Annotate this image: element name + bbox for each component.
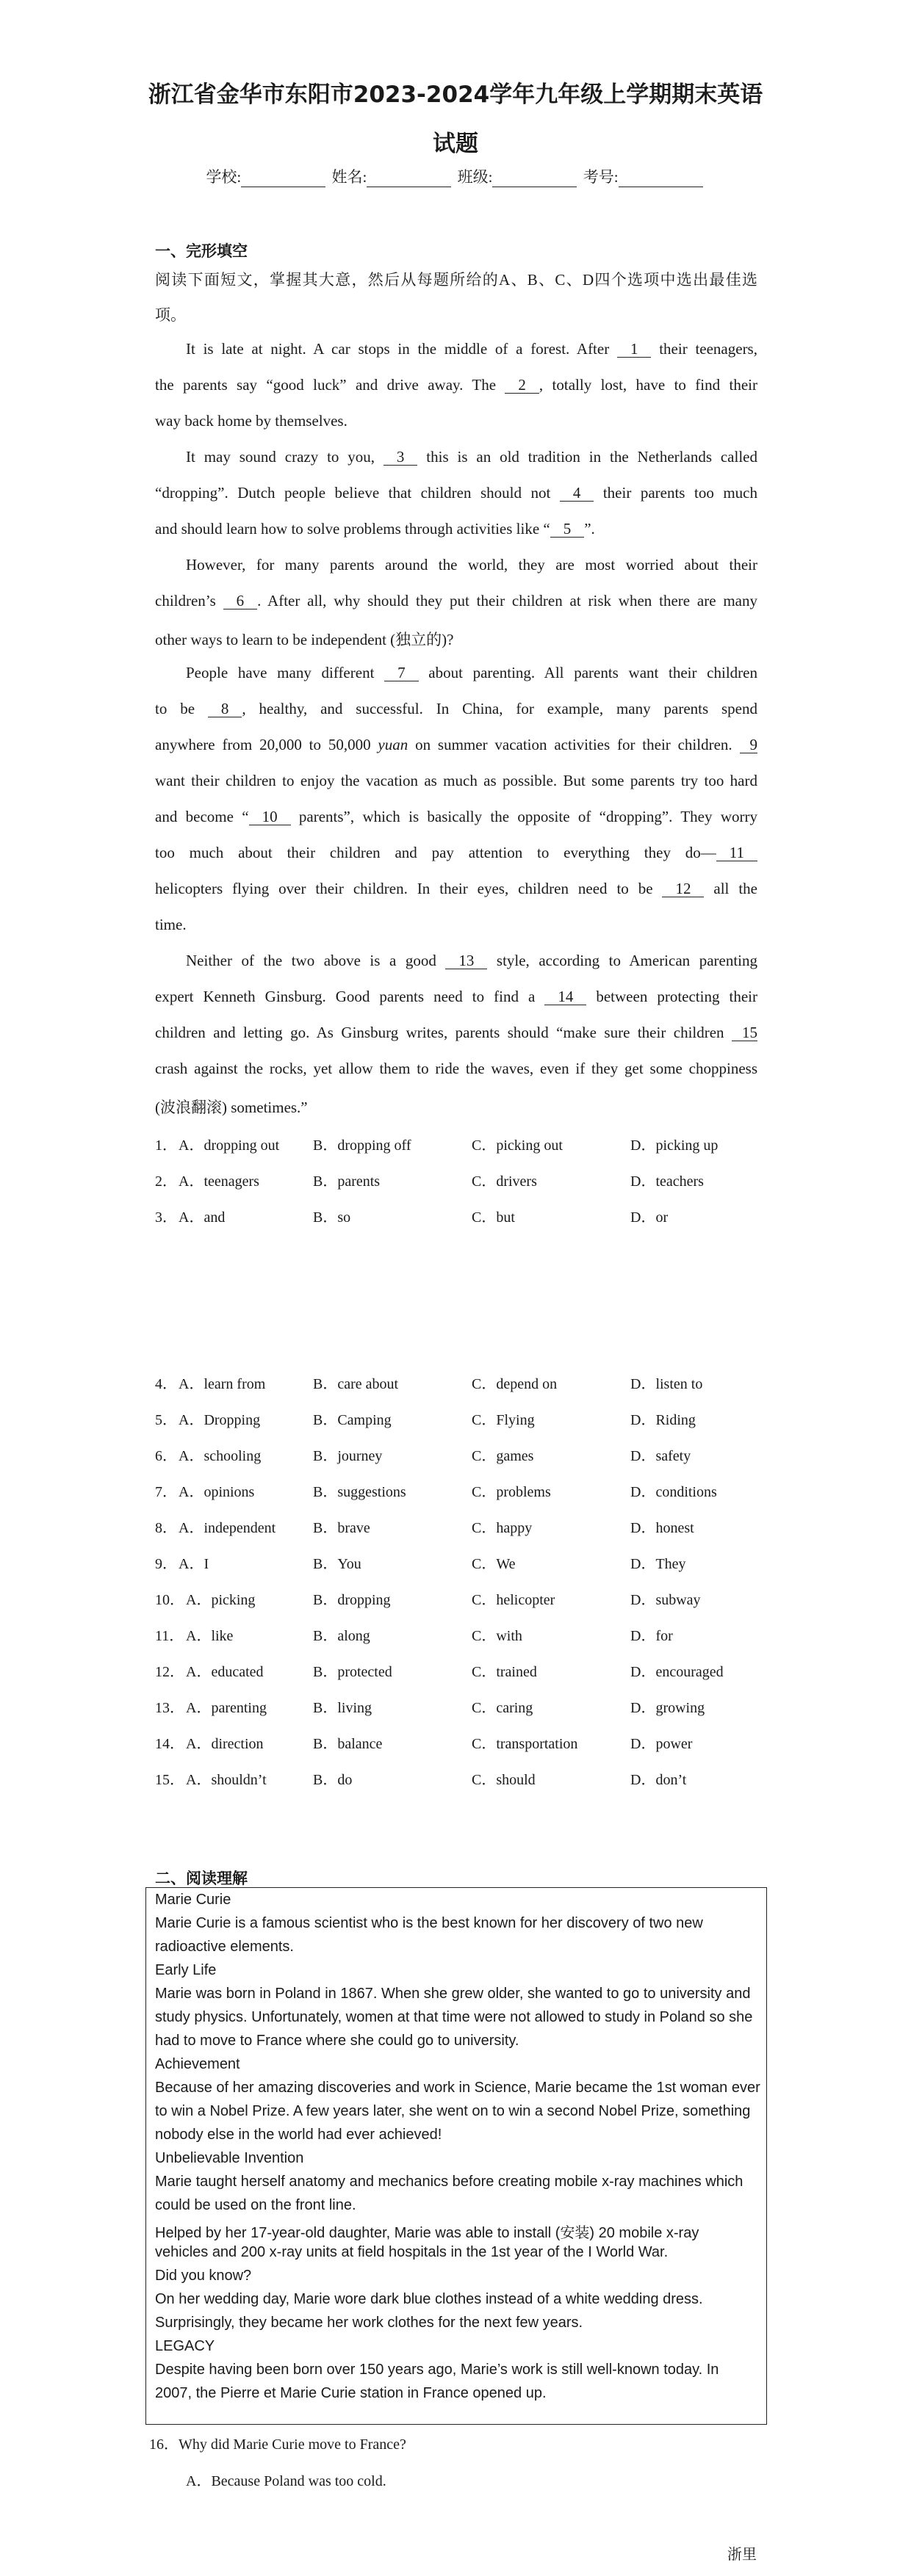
blank-2[interactable]: 2 (505, 377, 539, 394)
option-b[interactable]: B．journey (313, 1448, 383, 1464)
question-16: 16．Why did Marie Curie move to France? (149, 2436, 406, 2453)
section2-heading: 二、阅读理解 (155, 1870, 248, 1887)
blank-13[interactable]: 13 (445, 952, 487, 969)
option-a[interactable]: A．schooling (179, 1448, 262, 1464)
option-c[interactable]: C．trained (472, 1664, 537, 1680)
option-a[interactable]: A．dropping out (179, 1137, 280, 1154)
passage-line: On her wedding day, Marie wore dark blue clothes instead of a white wedding dress. (155, 2291, 703, 2307)
option-d[interactable]: D．They (630, 1556, 686, 1572)
option-number: 4． (155, 1376, 177, 1392)
passage-line: However, for many parents around the world, they are most worried about their (186, 556, 757, 574)
option-a[interactable]: A．direction (186, 1736, 264, 1752)
option-number: 10． (155, 1592, 184, 1608)
option-number: 2． (155, 1173, 177, 1190)
option-c[interactable]: C．helicopter (472, 1592, 555, 1608)
class-blank[interactable] (492, 172, 577, 187)
option-number: 6． (155, 1448, 177, 1464)
passage-line: other ways to learn to be independent (独立的)? (155, 631, 454, 648)
page-title-line2: 试题 (433, 131, 478, 157)
option-c[interactable]: C．depend on (472, 1376, 558, 1392)
option-d[interactable]: D．teachers (630, 1173, 704, 1190)
option-c[interactable]: C．drivers (472, 1173, 537, 1190)
question-16-option-a[interactable]: A．Because Poland was too cold. (186, 2473, 386, 2489)
option-b[interactable]: B．parents (313, 1173, 381, 1190)
instruction-line: 阅读下面短文，掌握其大意，然后从每题所给的A、B、C、D四个选项中选出最佳选 (155, 271, 757, 289)
passage-line: vehicles and 200 x-ray units at field hospitals in the 1st year of the I World War. (155, 2244, 669, 2260)
instruction-line: 项。 (155, 306, 186, 324)
option-a[interactable]: A．Dropping (179, 1412, 261, 1428)
passage-line: and become “ 10 parents”, which is basically the opposite of “dropping”. They worry (155, 808, 757, 825)
option-d[interactable]: D．listen to (630, 1376, 703, 1392)
passage-line: had to move to France where she could go to university. (155, 2033, 519, 2049)
passage-line: It is late at night. A car stops in the middle of a forest. After 1 their teenagers, (186, 340, 757, 358)
option-b[interactable]: B．balance (313, 1736, 383, 1752)
option-b[interactable]: B．dropping off (313, 1137, 411, 1154)
school-blank[interactable] (241, 172, 325, 187)
option-d[interactable]: D．picking up (630, 1137, 719, 1154)
passage-line: want their children to enjoy the vacation as much as possible. But some parents try too hard (155, 772, 757, 789)
passage-subheading: Did you know? (155, 2268, 252, 2284)
passage-subheading: Achievement (155, 2056, 240, 2072)
blank-7[interactable]: 7 (384, 665, 419, 681)
school-label: 学校: (206, 168, 242, 186)
passage-line: Marie taught herself anatomy and mechanics before creating mobile x-ray machines which (155, 2174, 743, 2190)
blank-8[interactable]: 8 (208, 701, 242, 717)
passage-line: to win a Nobel Prize. A few years later, she went on to win a second Nobel Prize, something (155, 2103, 751, 2119)
blank-10[interactable]: 10 (249, 808, 291, 825)
passage-line: “dropping”. Dutch people believe that children should not 4 their parents too much (155, 484, 757, 502)
option-c[interactable]: C．Flying (472, 1412, 535, 1428)
option-c[interactable]: C．problems (472, 1484, 551, 1500)
option-d[interactable]: D．growing (630, 1700, 705, 1716)
passage-line: crash against the rocks, yet allow them to ride the waves, even if they get some choppiness (155, 1060, 757, 1077)
option-b[interactable]: B．along (313, 1628, 370, 1644)
passage-title: Marie Curie (155, 1892, 231, 1908)
option-number: 9． (155, 1556, 177, 1572)
option-d[interactable]: D．Riding (630, 1412, 696, 1428)
passage-line: Marie was born in Poland in 1867. When she grew older, she wanted to go to university and (155, 1986, 751, 2002)
passage-subheading: Unbelievable Invention (155, 2150, 304, 2166)
option-b[interactable]: B．care about (313, 1376, 399, 1392)
exam-no-label: 考号: (583, 168, 619, 186)
option-a[interactable]: A．I (179, 1556, 209, 1572)
student-info-row (0, 165, 911, 187)
page-title: 浙江省金华市东阳市2023-2024学年九年级上学期期末英语 (148, 82, 763, 108)
option-a[interactable]: A．learn from (179, 1376, 266, 1392)
option-number: 15． (155, 1772, 184, 1788)
option-c[interactable]: C．but (472, 1209, 515, 1226)
option-number: 7． (155, 1484, 177, 1500)
option-d[interactable]: D．power (630, 1736, 693, 1752)
option-number: 8． (155, 1520, 177, 1536)
option-b[interactable]: B．brave (313, 1520, 370, 1536)
option-number: 12． (155, 1664, 184, 1680)
passage-subheading: LEGACY (155, 2338, 215, 2354)
option-a[interactable]: A．independent (179, 1520, 276, 1536)
passage-line: anywhere from 20,000 to 50,000 yuan on summer vacation activities for their children. 9 (155, 736, 757, 753)
passage-line: children and letting go. As Ginsburg writes, parents should “make sure their children 15 (155, 1024, 757, 1041)
option-d[interactable]: D．safety (630, 1448, 691, 1464)
option-b[interactable]: B．dropping (313, 1592, 391, 1608)
exam-no-blank[interactable] (619, 172, 703, 187)
option-a[interactable]: A．educated (186, 1664, 264, 1680)
passage-line: time. (155, 916, 187, 933)
option-a[interactable]: A．teenagers (179, 1173, 259, 1190)
passage-line: to be 8 , healthy, and successful. In China, for example, many parents spend (155, 700, 758, 717)
option-number: 5． (155, 1412, 177, 1428)
option-a[interactable]: A．parenting (186, 1700, 267, 1716)
blank-14[interactable]: 14 (544, 988, 586, 1005)
blank-4[interactable]: 4 (560, 485, 594, 502)
passage-line: Surprisingly, they became her work clothes for the next few years. (155, 2315, 583, 2331)
passage-line: and should learn how to solve problems through activities like “ 5 ”. (155, 520, 595, 538)
option-c[interactable]: C．with (472, 1628, 522, 1644)
option-d[interactable]: D．for (630, 1628, 673, 1644)
passage-line: too much about their children and pay attention to everything they do— 11 (155, 844, 757, 862)
option-d[interactable]: D．or (630, 1209, 669, 1226)
option-d[interactable]: D．conditions (630, 1484, 717, 1500)
option-b[interactable]: B．Camping (313, 1412, 392, 1428)
option-b[interactable]: B．protected (313, 1664, 392, 1680)
option-c[interactable]: C．transportation (472, 1736, 578, 1752)
passage-line: People have many different 7 about parenting. All parents want their children (186, 664, 757, 681)
option-b[interactable]: B．do (313, 1772, 353, 1788)
passage-line: the parents say “good luck” and drive away. The 2 , totally lost, have to find their (155, 376, 757, 394)
option-number: 14． (155, 1736, 184, 1752)
option-number: 3． (155, 1209, 177, 1226)
option-b[interactable]: B．so (313, 1209, 351, 1226)
option-a[interactable]: A．opinions (179, 1484, 255, 1500)
option-d[interactable]: D．encouraged (630, 1664, 724, 1680)
section1-heading: 一、完形填空 (155, 242, 248, 260)
blank-12[interactable]: 12 (662, 880, 704, 897)
blank-9[interactable]: 9 (740, 737, 758, 753)
passage-line: could be used on the front line. (155, 2197, 356, 2213)
passage-line: helicopters flying over their children. In their eyes, children need to be 12 all the (155, 880, 757, 897)
option-d[interactable]: D．honest (630, 1520, 694, 1536)
blank-1[interactable]: 1 (617, 341, 652, 358)
blank-15[interactable]: 15 (732, 1024, 757, 1041)
page-footer: 浙里 (727, 2547, 757, 2563)
option-number: 1． (155, 1137, 177, 1154)
passage-line: (波浪翻滚) sometimes.” (155, 1099, 308, 1116)
passage-line: Because of her amazing discoveries and work in Science, Marie became the 1st woman ever (155, 2080, 760, 2096)
option-c[interactable]: C．We (472, 1556, 516, 1572)
option-c[interactable]: C．caring (472, 1700, 533, 1716)
blank-3[interactable]: 3 (384, 449, 418, 466)
option-a[interactable]: A．picking (186, 1592, 256, 1608)
passage-line: expert Kenneth Ginsburg. Good parents need to find a 14 between protecting their (155, 988, 757, 1005)
option-a[interactable]: A．and (179, 1209, 226, 1226)
option-d[interactable]: D．don’t (630, 1772, 687, 1788)
name-blank[interactable] (367, 172, 451, 187)
option-a[interactable]: A．shouldn’t (186, 1772, 267, 1788)
passage-line: way back home by themselves. (155, 412, 348, 430)
blank-5[interactable]: 5 (550, 521, 585, 538)
passage-line: children’s 6 . After all, why should they put their children at risk when there are many (155, 592, 757, 609)
option-c[interactable]: C．happy (472, 1520, 533, 1536)
passage-line: Marie Curie is a famous scientist who is the best known for her discovery of two new (155, 1915, 703, 1931)
option-a[interactable]: A．like (186, 1628, 234, 1644)
passage-line: Helped by her 17-year-old daughter, Marie was able to install (安装) 20 mobile x-ray (155, 2225, 699, 2241)
name-label: 姓名: (331, 168, 367, 186)
option-b[interactable]: B．living (313, 1700, 372, 1716)
blank-6[interactable]: 6 (223, 593, 258, 609)
passage-line: Despite having been born over 150 years ago, Marie’s work is still well-known today. In (155, 2362, 719, 2378)
passage-line: nobody else in the world had ever achieved! (155, 2127, 442, 2143)
option-number: 13． (155, 1700, 184, 1716)
passage-line: study physics. Unfortunately, women at that time were not allowed to study in Poland so she (155, 2009, 753, 2025)
option-c[interactable]: C．games (472, 1448, 534, 1464)
option-c[interactable]: C．should (472, 1772, 536, 1788)
passage-subheading: Early Life (155, 1962, 217, 1978)
option-b[interactable]: B．suggestions (313, 1484, 406, 1500)
blank-11[interactable]: 11 (716, 844, 757, 861)
option-number: 11． (155, 1628, 184, 1644)
passage-line: It may sound crazy to you, 3 this is an old tradition in the Netherlands called (186, 448, 757, 466)
option-c[interactable]: C．picking out (472, 1137, 563, 1154)
passage-line: radioactive elements. (155, 1939, 294, 1955)
passage-line: 2007, the Pierre et Marie Curie station in France opened up. (155, 2385, 547, 2401)
passage-line: Neither of the two above is a good 13 style, according to American parenting (186, 952, 757, 969)
option-d[interactable]: D．subway (630, 1592, 701, 1608)
class-label: 班级: (457, 168, 493, 186)
option-b[interactable]: B．You (313, 1556, 361, 1572)
